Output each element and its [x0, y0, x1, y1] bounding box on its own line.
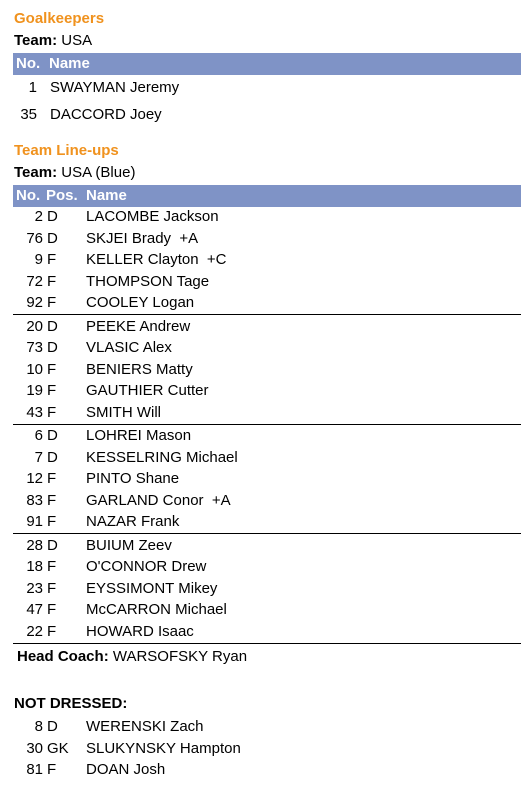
- player-number: 73: [26, 339, 43, 357]
- player-name: PINTO Shane: [86, 470, 180, 488]
- lineups-team: [14, 164, 135, 181]
- lineups-header: [13, 185, 521, 207]
- team-value: USA: [61, 32, 93, 49]
- player-name: O'CONNOR Drew: [86, 558, 207, 576]
- player-number: 72: [26, 272, 43, 290]
- goalkeepers-title: Goalkeepers: [14, 10, 105, 27]
- player-position: F: [47, 403, 57, 421]
- player-number: 30: [26, 739, 43, 757]
- player-name: KELLER Clayton +C: [86, 251, 227, 269]
- player-name: DACCORD Joey: [50, 106, 162, 123]
- player-position: D: [47, 718, 58, 735]
- player-number: 19: [26, 382, 43, 400]
- player-position: F: [47, 622, 57, 640]
- player-number: 35: [20, 106, 37, 123]
- player-name: HOWARD Isaac: [86, 622, 194, 640]
- line-divider: [13, 424, 521, 425]
- header-no: No.: [16, 55, 41, 72]
- header-no: No.: [16, 187, 41, 204]
- player-name: BENIERS Matty: [86, 360, 193, 378]
- player-number: 91: [26, 513, 43, 531]
- player-position: GK: [47, 739, 69, 757]
- player-position: F: [47, 491, 57, 509]
- player-name: NAZAR Frank: [86, 513, 180, 531]
- player-number: 83: [26, 491, 43, 509]
- player-position: F: [47, 470, 57, 488]
- player-position: F: [47, 294, 57, 312]
- player-position: D: [47, 427, 58, 444]
- line-divider: [13, 533, 521, 534]
- head-coach: [17, 648, 247, 665]
- player-number: 12: [26, 470, 43, 488]
- player-number: 10: [26, 360, 43, 378]
- player-position: D: [47, 339, 58, 357]
- goalkeepers-header: [13, 53, 521, 75]
- header-pos: Pos.: [46, 187, 78, 204]
- team-label: Team:: [14, 32, 58, 49]
- header-name: Name: [86, 187, 127, 204]
- player-position: F: [47, 513, 57, 531]
- player-name: SWAYMAN Jeremy: [50, 79, 180, 96]
- player-name: DOAN Josh: [86, 761, 166, 779]
- player-number: 81: [26, 761, 43, 779]
- player-number: 43: [26, 403, 43, 421]
- line-divider: [13, 314, 521, 315]
- player-position: D: [47, 536, 58, 554]
- not-dressed-title: NOT DRESSED:: [14, 695, 128, 712]
- player-number: 28: [26, 536, 43, 554]
- player-name: LOHREI Mason: [86, 427, 192, 444]
- player-number: 2: [34, 208, 43, 225]
- player-name: THOMPSON Tage: [86, 272, 210, 290]
- player-position: D: [47, 229, 58, 247]
- lineups-title: Team Line-ups: [14, 142, 119, 159]
- line-divider: [13, 643, 521, 644]
- team-value: USA (Blue): [61, 164, 136, 181]
- player-name: COOLEY Logan: [86, 294, 195, 312]
- player-number: 7: [34, 448, 43, 466]
- coach-label: Head Coach:: [17, 648, 109, 665]
- player-number: 18: [26, 558, 43, 576]
- player-number: 76: [26, 229, 43, 247]
- player-position: F: [47, 382, 57, 400]
- player-name: GAUTHIER Cutter: [86, 382, 209, 400]
- player-name: BUIUM Zeev: [86, 536, 172, 554]
- player-number: 8: [34, 718, 43, 735]
- player-position: D: [47, 317, 58, 335]
- player-name: KESSELRING Michael: [86, 448, 238, 466]
- player-position: F: [47, 579, 57, 597]
- player-name: SKJEI Brady +A: [86, 229, 199, 247]
- player-number: 9: [34, 251, 43, 269]
- player-position: F: [47, 601, 57, 619]
- player-number: 23: [26, 579, 43, 597]
- player-position: F: [47, 251, 57, 269]
- header-name: Name: [49, 55, 90, 72]
- player-position: D: [47, 208, 58, 225]
- player-name: SLUKYNSKY Hampton: [86, 739, 241, 757]
- player-number: 92: [26, 294, 43, 312]
- player-position: D: [47, 448, 58, 466]
- coach-value: WARSOFSKY Ryan: [112, 648, 248, 665]
- player-position: F: [47, 558, 57, 576]
- player-number: 1: [28, 79, 37, 96]
- team-label: Team:: [14, 164, 58, 181]
- player-number: 20: [26, 317, 43, 335]
- player-number: 6: [34, 427, 43, 444]
- player-position: F: [47, 360, 57, 378]
- player-position: F: [47, 761, 57, 779]
- player-name: McCARRON Michael: [86, 601, 227, 619]
- player-name: VLASIC Alex: [86, 339, 172, 357]
- player-name: PEEKE Andrew: [86, 317, 191, 335]
- player-name: GARLAND Conor +A: [86, 491, 231, 509]
- player-name: SMITH Will: [86, 403, 161, 421]
- player-number: 22: [26, 622, 43, 640]
- player-position: F: [47, 272, 57, 290]
- player-number: 47: [26, 601, 43, 619]
- player-name: LACOMBE Jackson: [86, 208, 219, 225]
- player-name: EYSSIMONT Mikey: [86, 579, 218, 597]
- goalkeepers-team: [14, 32, 92, 49]
- player-name: WERENSKI Zach: [86, 718, 204, 735]
